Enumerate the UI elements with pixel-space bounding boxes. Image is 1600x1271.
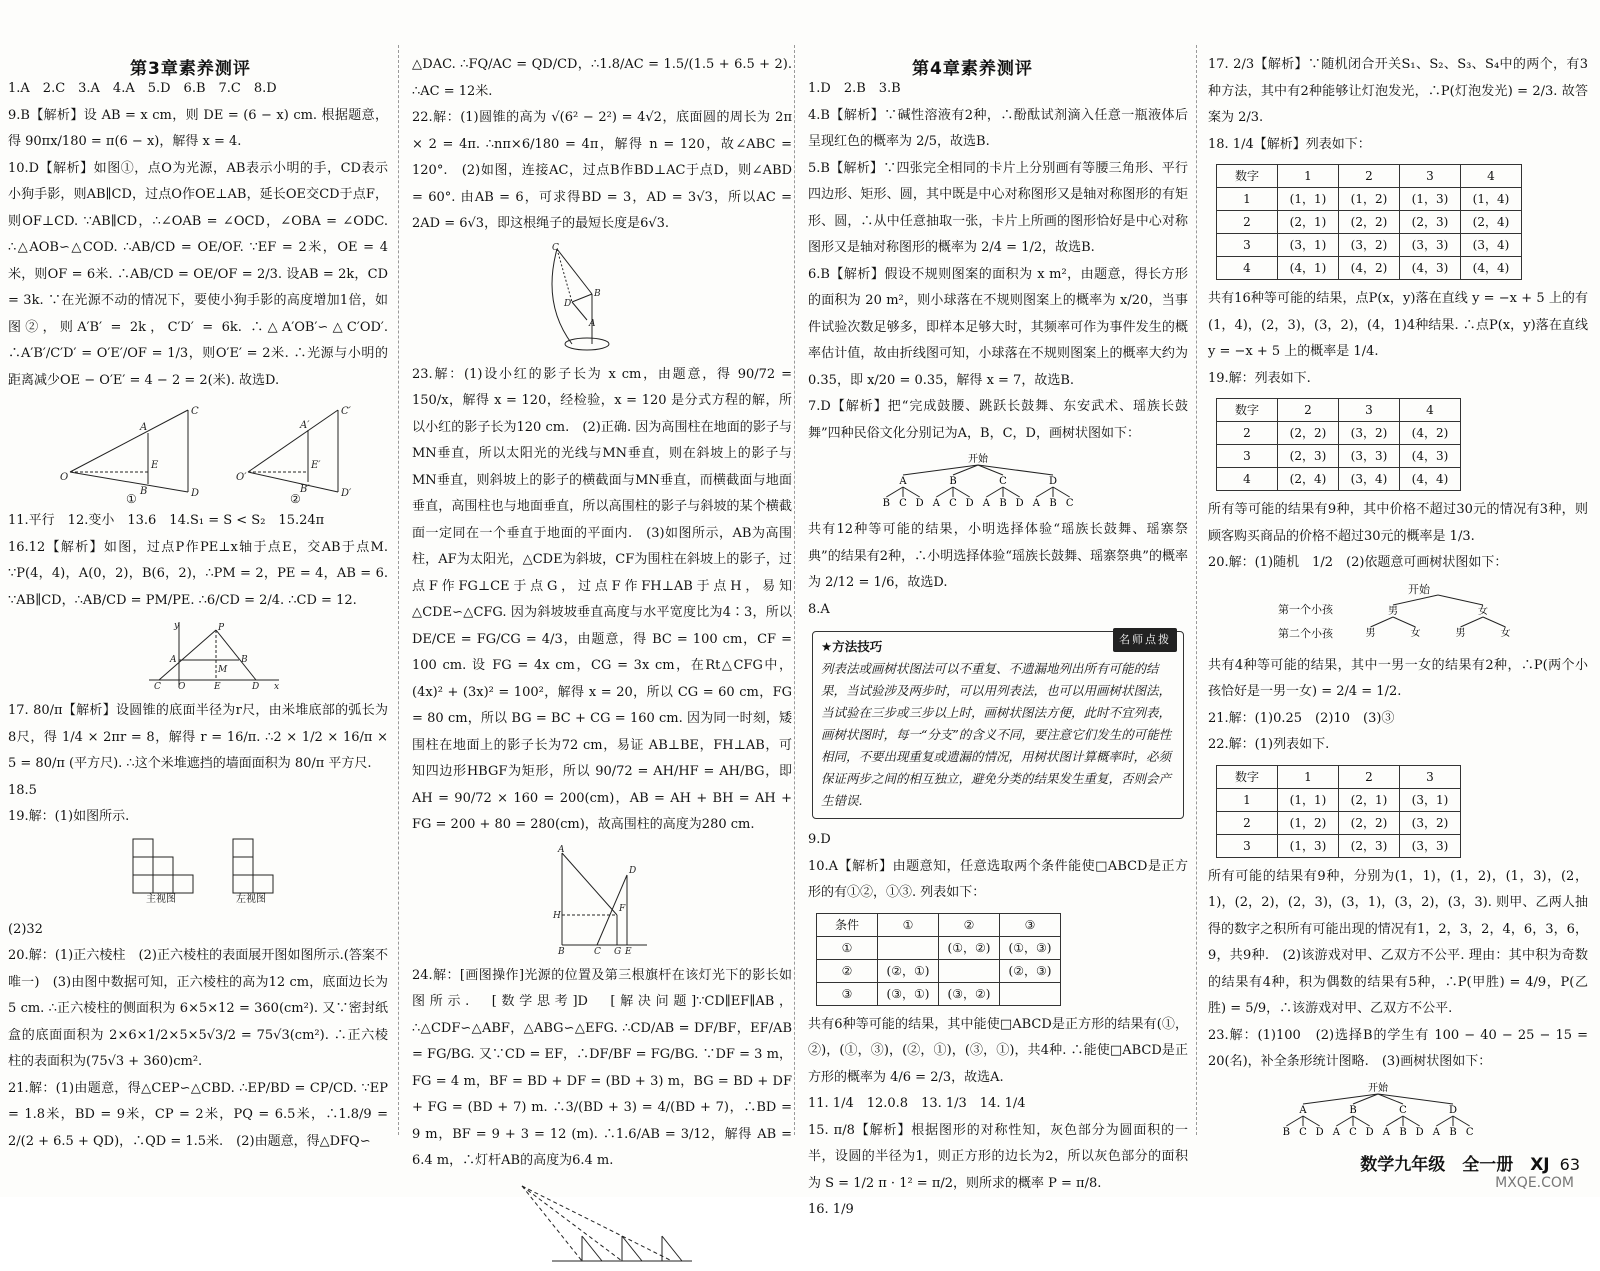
table-cell: 4	[1217, 468, 1278, 491]
table-cell: (3，4)	[1461, 234, 1522, 257]
table-header-cell: 2	[1339, 165, 1400, 188]
svg-text:E′: E′	[311, 460, 321, 471]
answer-item: 22.解：(1)列表如下.	[1208, 737, 1330, 752]
table-cell: (2，1)	[1278, 211, 1339, 234]
answer-item: 23.解：(1)设小红的影子长为 x cm，由题意，得 90/72 = 150/x，解得 x = 120，经检验，x = 120 是分式方程的解，所以小红的影子长为120 cm. (2)正确. 因为高围柱在地面的影子与MN垂直，所以太阳光的光线与MN垂直，则在斜坡上的影子与MN垂直，则斜坡上的影子的横截面与MN垂直，而横截面与地面垂直，高围柱也与地面垂直，所以高围柱的影子与斜坡的某个横截面一定同在一个垂直于地面的平面内. (3)如图所示，AB为高围柱，AF为太阳光，△CDE为斜坡，CF为围柱在斜坡上的影子，过点F作FG⊥CE于点G，过点F作FH⊥AB于点H，易知△CDE∽△CFG. 因为斜坡坡垂直高度与水平宽度比为4∶3，所以 DE/CE = FG/CG = 4/3，由题意，得 BC = 100 cm，CF = 100 cm. 设 FG = 4x cm，CG = 3x cm，在Rt△CFG中，(4x)² + (3x)² = 100²，解得 x = 20，所以 CG = 60 cm，FG = 80 cm，所以 BG = BC + CG = 160 cm. 因为同一时刻，矮围柱在地面上的影子长为72 cm，易证 AB⊥BE，FH⊥AB，可知四边形HBGF为矩形，所以 90/72 = AH/HF = AH/BG，即 AH = 90/72 × 160 = 200(cm)，AB = AH + BH = AH + FG = 200 + 80 = 280(cm)，故高围柱的高度为280 cm.	[412, 366, 792, 832]
answer-item: 4.B【解析】∵碱性溶液有2种，∴酚酞试剂滴入任意一瓶液体后呈现红色的概率为 2/5，故选B.	[808, 107, 1188, 149]
answer-item: 15. π/8【解析】根据图形的对称性知，灰色部分为圆面积的一半，设圆的半径为1，则正方形的边长为2，所以灰色部分的面积为 S = 1/2 π · 1² = π/2，则所求的概率 P = π/8.	[808, 1122, 1188, 1191]
tree-leaf: C	[1465, 1126, 1474, 1138]
table-19	[1216, 398, 1461, 491]
table-header-cell: 数字	[1217, 165, 1278, 188]
tree-node: D	[1448, 1104, 1458, 1116]
answer-item: 5.B【解析】∵四张完全相同的卡片上分别画有等腰三角形、平行四边形、矩形、圆，其中既是中心对称图形又是轴对称图形的有矩形、圆，∴从中任意抽取一张，卡片上所画的图形恰好是中心对称图形又是轴对称图形的概率为 2/4 = 1/2，故选B.	[808, 160, 1188, 255]
answer-item: 24.解：[画图操作]光源的位置及第三根旗杆在该灯光下的影长如图所示. [数学思考]D [解决问题]∵CD∥EF∥AB，∴△CDF∽△ABF，△ABG∽△EFG. ∴CD/AB = DF/BF，EF/AB = FG/BG. 又∵CD = EF，∴DF/BF = FG/BG. ∵DF = 3 m，FG = 4 m，BF = BD + DF = (BD + 3) m，BG = BD + DF + FG = (BD + 7) m. ∴3/(BD + 3) = 4/(BD + 7)，∴BD = 9 m，BF = 9 + 3 = 12 (m). ∴1.6/AB = 3/12，解得 AB = 6.4 m，∴灯杆AB的高度为6.4 m.	[412, 967, 792, 1168]
tree-leaf: A	[1432, 1126, 1440, 1138]
table-row	[817, 982, 1061, 1005]
svg-text:C′: C′	[341, 406, 351, 417]
svg-text:D: D	[191, 488, 200, 499]
tree-branch	[1393, 617, 1416, 627]
svg-text:F: F	[619, 903, 626, 914]
table-cell: (1，1)	[1278, 188, 1339, 211]
tree-leaf: B	[882, 498, 891, 509]
column-3	[808, 76, 1188, 1217]
tree20-root: 开始	[1408, 582, 1430, 596]
answer-item: 23.解：(1)100 (2)选择B的学生有 100 − 40 − 25 − 15 = 20(名)，补全条形统计图略. (3)画树状图如下：	[1208, 1027, 1588, 1069]
table-header-cell: 4	[1400, 399, 1461, 422]
table-cell: (4，4)	[1400, 468, 1461, 491]
answer-item: 共有12种等可能的结果，小明选择体验“瑶族长鼓舞、瑶寨祭典”的结果有2种，∴小明选择体验“瑶族长鼓舞、瑶寨祭典”的概率为 2/12 = 1/6，故选D.	[808, 522, 1188, 590]
tree-node: 男	[1388, 605, 1398, 617]
table-cell: (2，2)	[1339, 211, 1400, 234]
answer-item: 22.解：(1)圆锥的高为 √(6² − 2²) = 4√2，底面圆的周长为 2π × 2 = 4π. ∴nπ×6/180 = 4π，解得 n = 120，故∠ABC = 120°. (2)如图，连接AC，过点B作BD⊥AC于点D，则∠ABD = 60°. 由AB = 6，可求得BD = 3，AD = 3√3，所以AC = 2AD = 6√3，即这根绳子的最短长度是6√3.	[412, 110, 792, 231]
pillar-figure	[412, 845, 792, 955]
svg-text:A: A	[140, 422, 148, 433]
lamp-figure	[412, 1181, 792, 1271]
table-cell: 1	[1217, 788, 1278, 811]
tree-leaf: A	[1032, 498, 1040, 509]
answer-item: 19.解：(1)如图所示.	[8, 809, 130, 824]
table-cell: 4	[1217, 257, 1278, 280]
tree-leaf: A	[982, 498, 990, 509]
tree-node: B	[949, 476, 957, 487]
page-footer	[1360, 1150, 1580, 1175]
table-cell: (2，2)	[1278, 422, 1339, 445]
svg-text:D: D	[252, 682, 260, 692]
answer-item: 18.5	[8, 782, 37, 798]
table-cell: (4，2)	[1400, 422, 1461, 445]
figure-caption-2: ②	[290, 492, 301, 506]
tree-branch	[903, 487, 920, 497]
table-row	[1217, 811, 1461, 834]
table-row	[817, 936, 1061, 959]
tree-leaf: 男	[1455, 627, 1466, 639]
tree-leaf: D	[1015, 498, 1024, 509]
table-cell: 1	[1217, 188, 1278, 211]
table-cell: (3，1)	[1400, 788, 1461, 811]
column-separator	[398, 45, 399, 1135]
tree-branch	[1483, 617, 1506, 627]
svg-text:A: A	[589, 318, 596, 329]
table-header-cell: 条件	[817, 913, 878, 936]
tree-branch	[1286, 1116, 1303, 1126]
tree-leaf: C	[899, 498, 907, 509]
svg-text:M: M	[218, 665, 228, 675]
table-cell: (①，②)	[939, 936, 1000, 959]
condition-table	[816, 913, 1061, 1006]
tree-branch	[1403, 1116, 1420, 1126]
column-4	[1208, 52, 1588, 1138]
table-cell: (2，3)	[1278, 445, 1339, 468]
tree-23-svg	[1278, 1082, 1478, 1138]
table-cell: (1，1)	[1278, 788, 1339, 811]
chapter4-title: 第4章素养测评	[912, 59, 1033, 79]
table-row	[1217, 257, 1522, 280]
shadow-figures	[8, 400, 388, 506]
svg-text:D′: D′	[341, 488, 352, 499]
answer-item: 所有等可能的结果有9种，其中价格不超过30元的情况有3种，则顾客购买商品的价格不超过30元的概率是 1/3.	[1208, 502, 1588, 544]
tree-branch	[1461, 617, 1484, 627]
table-cell: 2	[1217, 422, 1278, 445]
svg-text:P: P	[218, 623, 225, 633]
footer-subject: 数学九年级 全一册 XJ	[1360, 1155, 1550, 1175]
table-cell: (2，3)	[1339, 834, 1400, 857]
svg-text:H: H	[553, 910, 561, 921]
table-cell: (3，3)	[1400, 834, 1461, 857]
table-row	[1217, 211, 1522, 234]
table-cell: (③，②)	[939, 982, 1000, 1005]
answer-item: 16.12【解析】如图，过点P作PE⊥x轴于点E，交AB于点M. ∵P(4，4)，A(0，2)，B(6，2)，∴PM = 2，PE = 4，AB = 6. ∵AB∥CD，∴AB/CD = PM/PE. ∴6/CD = 2/4. ∴CD = 12.	[8, 539, 388, 608]
tree-branch	[1053, 487, 1070, 497]
table-header-cell: 数字	[1217, 399, 1278, 422]
tree-leaf: A	[1382, 1126, 1390, 1138]
answer-item: 10.D【解析】如图①，点O为光源，AB表示小明的手，CD表示小狗手影，则AB∥CD，过点O作OE⊥AB，延长OE交CD于点F，则OF⊥CD. ∵AB∥CD，∴∠OAB = ∠OCD，∠OBA = ∠ODC. ∴△AOB∽△COD. ∴AB/CD = OE/OF. ∵EF = 2米，OE = 4米，则OF = 6米. ∴AB/CD = OE/OF = 2/3. 设AB = 2k，CD = 3k. ∵在光源不动的情况下，要使小狗手影的高度增加1倍，如图②，则A′B′ = 2k，C′D′ = 6k. ∴△A′OB′∽△C′OD′. ∴A′B′/C′D′ = O′E′/OF = 1/3，则O′E′ = 2米. ∴光源与小明的距离减少OE − O′E′ = 4 − 2 = 2(米). 故选D.	[8, 160, 388, 388]
table-cell: (2，3)	[1400, 211, 1461, 234]
watermark-text: MXQE.COM	[1495, 1175, 1574, 1191]
table-cell: (4，3)	[1400, 257, 1461, 280]
tree-leaf: D	[915, 498, 924, 509]
table-cell: (3，2)	[1339, 234, 1400, 257]
table-header-cell: 数字	[1217, 765, 1278, 788]
table-header-cell: ①	[878, 913, 939, 936]
answer-item: △DAC. ∴FQ/AC = QD/CD，∴1.8/AC = 1.5/(1.5 + 6.5 + 2). ∴AC = 12米.	[412, 57, 792, 99]
coordinate-diagram	[144, 620, 284, 690]
tree-branch	[1371, 617, 1394, 627]
svg-text:C: C	[191, 406, 199, 417]
table-cell: (1，2)	[1278, 811, 1339, 834]
table-cell: 2	[1217, 211, 1278, 234]
answer-item: 20.解：(1)随机 1/2 (2)依题意可画树状图如下：	[1208, 555, 1508, 570]
tree-branch	[936, 487, 953, 497]
page-number: 63	[1559, 1155, 1580, 1174]
tree-root: 开始	[1368, 1082, 1388, 1094]
svg-text:A′: A′	[300, 420, 310, 431]
tip-text: 列表法或画树状图法可以不重复、不遗漏地列出所有可能的结果，当试验涉及两步时，可以用列表法，也可以用画树状图法，当试验在三步或三步以上时，画树状图法方便，此时不宜列表，画树状图时，每一“分支”的含义不同，要注意它们发生的可能性相同，不要出现重复或遗漏的情况，用树状图计算概率时，必须保证两步之间的相互独立，避免分类的结果发生重复，否则会产生错误.	[821, 661, 1172, 808]
table-18	[1216, 164, 1522, 280]
column-separator	[1196, 45, 1197, 1135]
svg-text:D: D	[564, 298, 572, 309]
table-cell: (4，1)	[1278, 257, 1339, 280]
table-cell: (②，①)	[878, 959, 939, 982]
coordinate-figure	[8, 620, 388, 690]
svg-text:B: B	[558, 946, 565, 957]
table-cell: (3，2)	[1400, 811, 1461, 834]
table-header-cell: 2	[1339, 765, 1400, 788]
tree-root: 开始	[968, 454, 988, 465]
tree-leaf: 女	[1500, 627, 1511, 639]
table-cell: (③，①)	[878, 982, 939, 1005]
views-diagram	[128, 837, 368, 897]
svg-text:E: E	[625, 946, 632, 957]
table-cell	[1000, 982, 1061, 1005]
answer-item: 17. 80/π【解析】设圆锥的底面半径为r尺，由米堆底部的弧长为8尺，得 1/4 × 2πr = 8，解得 r = 16/π. ∴2 × 1/2 × 16/π × 5 = 80/π (平方尺). ∴这个米堆遮挡的墙面面积为 80/π 平方尺.	[8, 703, 388, 771]
svg-text:E: E	[151, 460, 159, 471]
front-view-label: 主视图	[146, 893, 176, 905]
table-header-cell: 3	[1400, 165, 1461, 188]
table-header-cell: 4	[1461, 165, 1522, 188]
tip-title: ★方法技巧	[821, 639, 883, 654]
tree-7-svg	[878, 453, 1078, 509]
tree-branch	[1336, 1116, 1353, 1126]
left-view-label: 左视图	[236, 893, 266, 905]
tree-leaf: B	[1282, 1126, 1291, 1138]
tree-leaf: D	[1415, 1126, 1424, 1138]
table-header-cell: ②	[939, 913, 1000, 936]
table-cell: (4，3)	[1400, 445, 1461, 468]
svg-text:C: C	[552, 242, 559, 253]
table-row	[1217, 834, 1461, 857]
tree-leaf: D	[1315, 1126, 1324, 1138]
table-cell: (②，③)	[1000, 959, 1061, 982]
svg-text:O: O	[178, 682, 186, 692]
table-cell: ①	[817, 936, 878, 959]
table-row	[1217, 788, 1461, 811]
svg-text:B: B	[140, 486, 148, 497]
cone-figure	[412, 244, 792, 354]
lamp-diagram	[512, 1181, 712, 1271]
table-cell: (3，1)	[1278, 234, 1339, 257]
table-cell: (2，2)	[1339, 811, 1400, 834]
table-cell: (2，4)	[1278, 468, 1339, 491]
table-cell	[939, 959, 1000, 982]
tree-leaf: C	[949, 498, 957, 509]
answer-item: 所有可能的结果有9种，分别为(1，1)，(1，2)，(1，3)，(2，1)，(2，2)，(2，3)，(3，1)，(3，2)，(3，3). 则甲、乙两人抽得的数字之积所有可能出现的情况有1，2，3，2，4，6，3，6，9，共9种. (2)该游戏对甲、乙双方不公平. 理由：其中积为奇数的结果有4种，积为偶数的结果有5种，∴P(甲胜) = 4/9，P(乙胜) = 5/9，∴该游戏对甲、乙双方不公平.	[1208, 868, 1588, 1016]
tree20-level1-label: 第一个小孩	[1278, 602, 1333, 616]
tree-leaf: B	[1399, 1126, 1407, 1138]
answer-item: 21.解：(1)由题意，得△CEP∽△CBD. ∴EP/BD = CP/CD. ∵EP = 1.8米，BD = 9米，CP = 2米，PQ = 6.5米，∴1.8/9 = 2/(2 + 6.5 + QD)，∴QD = 1.5米. (2)由题意，得△DFQ∽	[8, 1080, 388, 1149]
tree-node: A	[899, 476, 907, 487]
svg-text:G: G	[614, 946, 622, 957]
figure-caption-1: ①	[126, 492, 137, 506]
tree-branch	[886, 487, 903, 497]
tree-branch	[953, 487, 970, 497]
table-22	[1216, 765, 1461, 858]
answer-item: 7.D【解析】把“完成鼓腰、跳跃长鼓舞、东安武术、瑶族长鼓舞”四种民俗文化分别记为A，B，C，D，画树状图如下：	[808, 399, 1188, 441]
tree-leaf: C	[1065, 498, 1074, 509]
answer-item: 共有4种等可能的结果，其中一男一女的结果有2种，∴P(两个小孩恰好是一男一女) = 2/4 = 1/2.	[1208, 657, 1588, 699]
tree-branch	[1036, 487, 1053, 497]
table-cell: (①，③)	[1000, 936, 1061, 959]
tree-leaf: 男	[1365, 627, 1376, 639]
table-cell: (3，3)	[1339, 445, 1400, 468]
answer-item: 8.A	[808, 601, 830, 617]
table-cell: (4，2)	[1339, 257, 1400, 280]
tree-leaf: A	[932, 498, 940, 509]
light-source-diagram	[8, 400, 378, 500]
tree-leaf: B	[999, 498, 1007, 509]
table-row	[1217, 422, 1461, 445]
svg-text:E: E	[214, 682, 221, 692]
table-cell	[878, 936, 939, 959]
answer-item: 9.B【解析】设 AB = x cm，则 DE = (6 − x) cm. 根据题意，得 90πx/180 = π(6 − x)，解得 x = 4.	[8, 107, 388, 149]
table-cell: (1，2)	[1339, 188, 1400, 211]
table-header-cell: 1	[1278, 765, 1339, 788]
answer-item: 共有6种等可能的结果，其中能使□ABCD是正方形的结果有(①，②)，(①，③)，(②，①)，(③，①)，共4种. ∴能使□ABCD是正方形的概率为 4/6 = 2/3，故选A.	[808, 1016, 1188, 1085]
tip-badge: 名师点拨	[1113, 628, 1177, 652]
tree-diagram-7	[808, 453, 1188, 509]
tree-branch	[1438, 595, 1483, 605]
tree-leaf: C	[1349, 1126, 1357, 1138]
svg-text:B: B	[241, 655, 248, 665]
answer-item: 11. 1/4 12.0.8 13. 1/3 14. 1/4	[808, 1096, 1026, 1111]
tree-branch	[986, 487, 1003, 497]
tree-branch	[1436, 1116, 1453, 1126]
tree-node: B	[1349, 1104, 1357, 1116]
tree-leaf: B	[1049, 498, 1057, 509]
answer-item: 9.D	[808, 832, 831, 847]
answer-item: 19.解：列表如下.	[1208, 370, 1311, 386]
column-separator	[794, 45, 795, 1135]
answer-item: 17. 2/3【解析】∵随机闭合开关S₁、S₂、S₃、S₄中的两个，有3种方法，其中有2种能够让灯泡发光，∴P(灯泡发光) = 2/3. 故答案为 2/3.	[1208, 57, 1588, 125]
answer-item: 18. 1/4【解析】列表如下：	[1208, 136, 1371, 152]
tree20-level2-label: 第二个小孩	[1278, 626, 1333, 640]
table-header-cell: ③	[1000, 913, 1061, 936]
tree-diagram-23	[1208, 1082, 1588, 1138]
table-header-cell: 3	[1400, 765, 1461, 788]
tree-leaf: D	[1365, 1126, 1374, 1138]
table-cell: 2	[1217, 811, 1278, 834]
tree-leaf: C	[1299, 1126, 1307, 1138]
svg-text:B: B	[594, 288, 601, 299]
table-header-cell: 1	[1278, 165, 1339, 188]
tree-leaf: B	[1449, 1126, 1457, 1138]
tree-branch	[1453, 1116, 1470, 1126]
tree-branch	[1003, 487, 1020, 497]
svg-text:C: C	[154, 682, 161, 692]
answer-item: 21.解：(1)0.25 (2)10 (3)③	[1208, 710, 1395, 726]
tree-branch	[1386, 1116, 1403, 1126]
table-cell: (2，1)	[1339, 788, 1400, 811]
svg-text:x: x	[274, 682, 280, 692]
table-cell: (2，4)	[1461, 211, 1522, 234]
answer-item: 16. 1/9	[808, 1202, 854, 1217]
tree-branch	[1393, 595, 1438, 605]
tree-leaf: A	[1332, 1126, 1340, 1138]
table-row	[817, 959, 1061, 982]
tree-20-svg	[1348, 583, 1528, 645]
table-cell: (1，3)	[1400, 188, 1461, 211]
table-cell: (3，4)	[1339, 468, 1400, 491]
svg-text:O: O	[60, 472, 69, 483]
table-cell: (1，4)	[1461, 188, 1522, 211]
svg-text:A: A	[170, 655, 177, 665]
tree-diagram-20	[1208, 583, 1588, 645]
svg-text:O′: O′	[236, 472, 247, 483]
table-cell: (1，3)	[1278, 834, 1339, 857]
tree-node: A	[1299, 1104, 1307, 1116]
answer-item: 11.平行 12.变小 13.6 14.S₁ = S < S₂ 15.24π	[8, 513, 325, 528]
svg-text:A: A	[558, 844, 565, 855]
tree-node: C	[1399, 1104, 1407, 1116]
table-cell: (4，4)	[1461, 257, 1522, 280]
method-tip-box	[812, 631, 1184, 819]
svg-text:C: C	[594, 946, 601, 957]
answer-item: 20.解：(1)正六棱柱 (2)正六棱柱的表面展开图如图所示.(答案不唯一) (3)由图中数据可知，正六棱柱的高为12 cm，底面边长为5 cm. ∴正六棱柱的侧面积为 6×5×12 = 360(cm²). 又∵密封纸盒的底面面积为 2×6×1/2×5×5√3/2 = 75√3(cm²). ∴正六棱柱的表面积为(75√3 + 360)cm².	[8, 948, 388, 1069]
tree-node: 女	[1478, 605, 1488, 617]
tree-branch	[1353, 1116, 1370, 1126]
svg-text:B′: B′	[300, 484, 310, 495]
answer-item: 1.A 2.C 3.A 4.A 5.D 6.B 7.C 8.D	[8, 81, 277, 96]
column-2	[412, 52, 792, 1168]
table-cell: 3	[1217, 445, 1278, 468]
svg-text:D: D	[629, 865, 637, 876]
table-row	[1217, 445, 1461, 468]
tree-leaf: 女	[1410, 627, 1421, 639]
table-cell: (3，2)	[1339, 422, 1400, 445]
answer-item: 6.B【解析】假设不规则图案的面积为 x m²，由题意，得长方形的面积为 20 m²，则小球落在不规则图案上的概率为 x/20，当事件试验次数足够多，即样本足够大时，其频率可作为事件发生的概率估计值，故由折线图可知，小球落在不规则图案上的概率大约为0.35，即 x/20 = 0.35，解得 x = 7，故选B.	[808, 266, 1188, 388]
svg-text:y: y	[174, 621, 180, 631]
table-header-cell: 3	[1339, 399, 1400, 422]
chapter3-title: 第3章素养测评	[130, 59, 251, 79]
table-cell: 3	[1217, 834, 1278, 857]
answer-item: 1.D 2.B 3.B	[808, 81, 901, 96]
tree-leaf: D	[965, 498, 974, 509]
table-cell: ②	[817, 959, 878, 982]
column-1	[8, 76, 388, 1156]
tree-node: C	[999, 476, 1007, 487]
cone-diagram	[532, 244, 652, 354]
pillar-diagram	[552, 845, 662, 955]
table-row	[1217, 188, 1522, 211]
table-cell: (3，3)	[1400, 234, 1461, 257]
tree-node: D	[1048, 476, 1058, 487]
answer-item: (2)32	[8, 921, 43, 937]
table-row	[1217, 468, 1461, 491]
three-views-figure	[8, 837, 388, 909]
table-cell: ③	[817, 982, 878, 1005]
table-header-cell: 2	[1278, 399, 1339, 422]
answer-item: 共有16种等可能的结果，点P(x，y)落在直线 y = −x + 5 上的有(1，4)，(2，3)，(3，2)，(4，1)4种结果. ∴点P(x，y)落在直线 y = −x + 5 上的概率是 1/4.	[1208, 291, 1588, 359]
tree-branch	[1303, 1116, 1320, 1126]
table-row	[1217, 234, 1522, 257]
table-cell: 3	[1217, 234, 1278, 257]
answer-item: 10.A【解析】由题意知，任意选取两个条件能使□ABCD是正方形的有①②，①③. 列表如下：	[808, 858, 1188, 900]
